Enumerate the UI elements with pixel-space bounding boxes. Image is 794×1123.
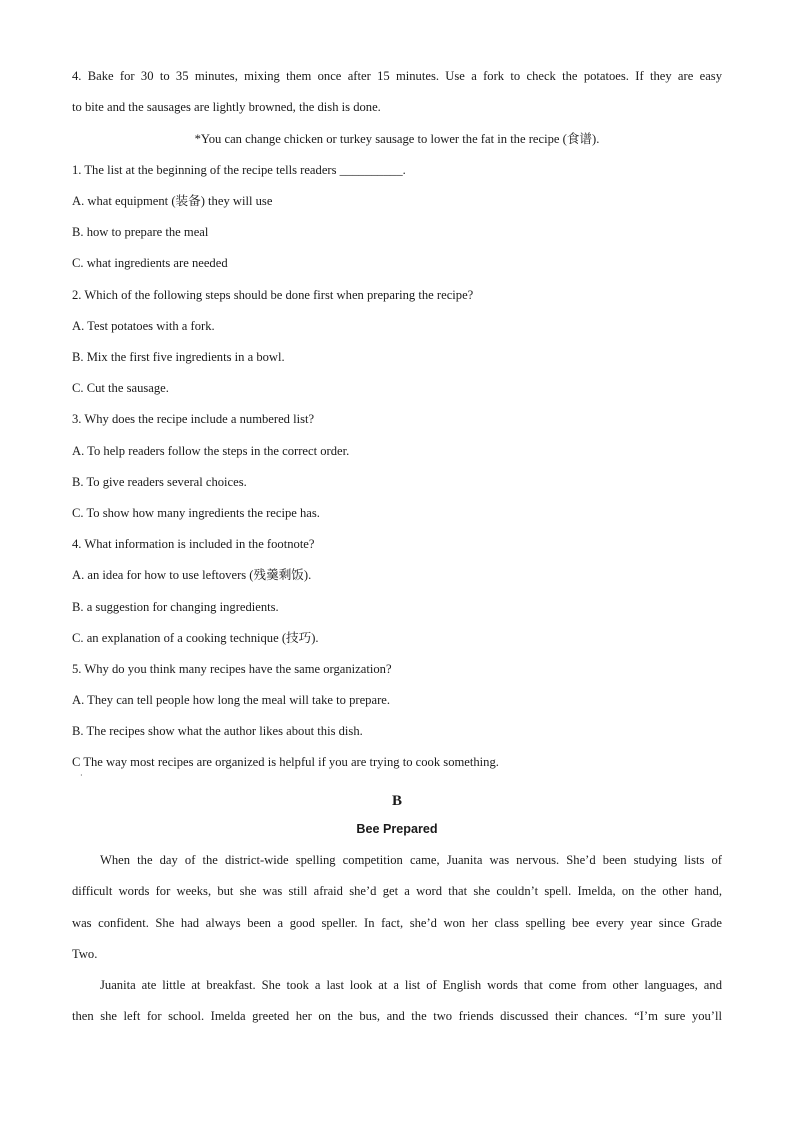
question-1-option-b: B. how to prepare the meal bbox=[72, 225, 209, 239]
question-5-option-b: B. The recipes show what the author likes about this dish. bbox=[72, 724, 363, 738]
question-4-stem: 4. What information is included in the footnote? bbox=[72, 537, 315, 551]
recipe-step-4-line-2: to bite and the sausages are lightly browned, the dish is done. bbox=[72, 100, 381, 114]
para-1-line-3: was confident. She had always been a good speller. In fact, she’d won her class spelling bee every year since Grade bbox=[72, 916, 722, 930]
question-5-option-a: A. They can tell people how long the meal will take to prepare. bbox=[72, 693, 391, 707]
recipe-footnote: *You can change chicken or turkey sausage to lower the fat in the recipe (食谱). bbox=[194, 132, 600, 146]
question-1-stem: 1. The list at the beginning of the recipe tells readers __________. bbox=[72, 163, 406, 177]
para-1-line-4: Two. bbox=[72, 947, 98, 961]
question-5-option-c: C The way most recipes are organized is helpful if you are trying to cook something. bbox=[72, 755, 499, 769]
para-2-line-2: then she left for school. Imelda greeted her on the bus, and the two friends discussed their chances. “I’m sure you’ll bbox=[72, 1009, 722, 1023]
section-b-title: Bee Prepared bbox=[356, 822, 438, 836]
question-1-option-a: A. what equipment (装备) they will use bbox=[72, 194, 273, 208]
question-2-option-c: C. Cut the sausage. bbox=[72, 381, 169, 395]
stray-dot-mark: · bbox=[80, 771, 83, 780]
question-3-option-b: B. To give readers several choices. bbox=[72, 475, 247, 489]
question-1-option-c: C. what ingredients are needed bbox=[72, 256, 228, 270]
question-5-stem: 5. Why do you think many recipes have the same organization? bbox=[72, 662, 392, 676]
question-2-option-b: B. Mix the first five ingredients in a bowl. bbox=[72, 350, 285, 364]
para-2-line-1: Juanita ate little at breakfast. She took a last look at a list of English words that come from other languages, and bbox=[100, 978, 722, 992]
question-4-option-c: C. an explanation of a cooking technique (技巧). bbox=[72, 631, 319, 645]
para-1-line-1: When the day of the district-wide spelling competition came, Juanita was nervous. She’d been studying lists of bbox=[100, 853, 722, 867]
question-2-option-a: A. Test potatoes with a fork. bbox=[72, 319, 215, 333]
recipe-step-4-line-1: 4. Bake for 30 to 35 minutes, mixing them once after 15 minutes. Use a fork to check the potatoes. If they are easy bbox=[72, 69, 722, 83]
question-3-stem: 3. Why does the recipe include a numbered list? bbox=[72, 412, 315, 426]
question-2-stem: 2. Which of the following steps should be done first when preparing the recipe? bbox=[72, 288, 474, 302]
question-4-option-a: A. an idea for how to use leftovers (残羹剩饭). bbox=[72, 568, 312, 582]
question-3-option-a: A. To help readers follow the steps in the correct order. bbox=[72, 444, 350, 458]
question-4-option-b: B. a suggestion for changing ingredients. bbox=[72, 600, 279, 614]
section-b-letter: B bbox=[391, 793, 402, 809]
para-1-line-2: difficult words for weeks, but she was still afraid she’d get a word that she couldn’t spell. Imelda, on the other hand, bbox=[72, 884, 722, 898]
question-3-option-c: C. To show how many ingredients the recipe has. bbox=[72, 506, 320, 520]
